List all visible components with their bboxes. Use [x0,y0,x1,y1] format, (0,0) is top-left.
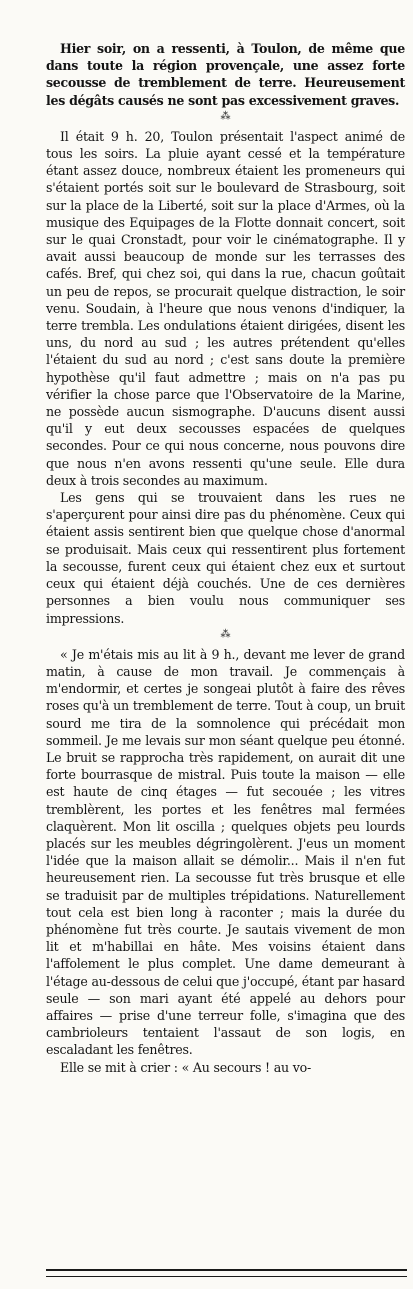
narrative-paragraph: Il était 9 h. 20, Toulon présentait l'aspect animé de tous les soirs. La pluie ayant cessé et la température étant assez douce, nombreux étaient les promeneurs qui s'étaient portés soit sur le boulevard de Strasbourg, soit sur la place de la Liberté, soit sur la place d'Armes, où la musique des Equipages de la Flotte donnait concert, soit sur le quai Cronstadt, pour voir le cinématographe. Il y avait aussi beaucoup de monde sur les terrasses des cafés. Bref, qui chez soi, qui dans la rue, chacun goûtait un peu de repos, se procurait quelque distraction, le soir venu. Soudain, à l'heure que nous venons d'indiquer, la terre trembla. Les ondulations étaient dirigées, disent les uns, du nord au sud ; les autres prétendent qu'elles l'étaient du sud au nord ; c'est sans doute la première hypothèse qu'il faut admettre ; mais on n'a pas pu vérifier la chose parce que l'Observatoire de la Marine, ne possède aucun sismographe. D'aucuns disent aussi qu'il y eut deux secousses espacées de quelques secondes. Pour ce qui nous concerne, nous pouvons dire que nous n'en avons ressenti qu'une seule. Elle dura deux à trois secondes au maximum. [46,128,405,488]
testimony-paragraph: « Je m'étais mis au lit à 9 h., devant me lever de grand matin, à cause de mon travail. Je commençais à m'endormir, et certes je songeai plutôt à faire des rêves roses qu'à un tremblement de terre. Tout à coup, un bruit sourd me tira de la somnolence qui précédait mon sommeil. Je me levais sur mon séant quelque peu étonné. Le bruit se rapprocha très rapidement, on aurait dit une forte bourrasque de mistral. Puis toute la maison — elle est haute de cinq étages — fut secouée ; les vitres tremblèrent, les portes et les fenêtres mal fermées claquèrent. Mon lit oscilla ; quelques objets peu lourds placés sur les meubles dégringolèrent. J'eus un moment l'idée que la maison allait se démolir... Mais il n'en fut heureusement rien. La secousse fut très brusque et elle se traduisit par de multiples trépidations. Naturellement tout cela est bien long à raconter ; mais la durée du phénomène fut très courte. Je sautais vivement de mon lit et m'habillai en hâte. Mes voisins étaient dans l'affolement le plus complet. Une dame demeurant à l'étage au-dessous de celui que j'occupé, étant par hasard seule — son mari ayant été appelé au dehors pour affaires — prise d'une terreur folle, s'imagina que des cambrioleurs tentaient l'assaut de son logis, en escaladant les fenêtres. [46,646,405,1058]
intro-paragraph: Hier soir, on a ressenti, à Toulon, de même que dans toute la région provençale, une assez forte secousse de tremblement de terre. Heureusement les dégâts causés ne sont pas excessivement graves. [46,41,405,108]
narrative-paragraph: Les gens qui se trouvaient dans les rues ne s'aperçurent pour ainsi dire pas du phénomène. Ceux qui étaient assis sentirent bien que quelque chose d'anormal se produisait. Mais ceux qui ressentirent plus fortement la secousse, furent ceux qui étaient chez eux et surtout ceux qui étaient déjà couchés. Une de ces dernières personnes a bien voulu nous communiquer ses impressions. [46,490,405,626]
asterism-glyph: ⁂ [220,110,231,122]
testimony-paragraph: Elle se mit à crier : « Au secours ! au vo- [60,1059,312,1075]
asterism-glyph: ⁂ [220,628,231,640]
asterism-separator [46,109,405,128]
asterism-separator [46,627,405,646]
column-end-rule [46,1276,407,1277]
column-end-rule [46,1269,407,1271]
